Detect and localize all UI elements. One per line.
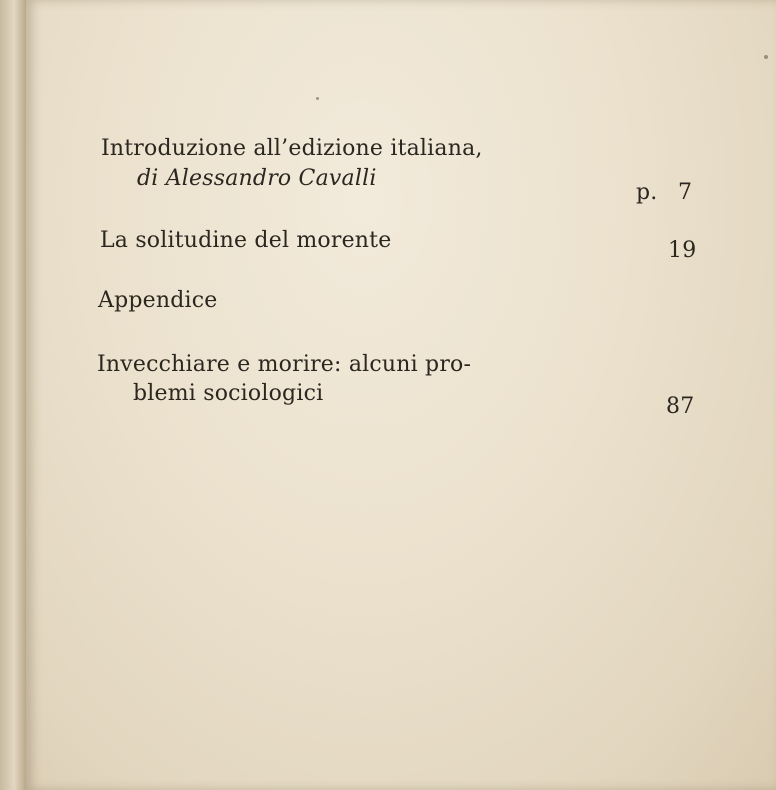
toc-entry-4-page-number: 87 [666, 394, 695, 419]
toc-entry-1-title-line1: Introduzione all’edizione italiana, [101, 136, 483, 161]
toc-entry-2-page-number: 19 [668, 238, 697, 263]
book-page [26, 0, 776, 790]
toc-entry-2-title: La solitudine del morente [100, 228, 392, 253]
toc-entry-1-page-number: 7 [678, 180, 693, 205]
toc-entry-4-title-line1: Invecchiare e morire: alcuni pro- [97, 352, 472, 377]
toc-entry-4-title-line2: blemi sociologici [133, 381, 324, 406]
book-spine-gutter [0, 0, 26, 790]
toc-entry-1-page-prefix: p. [636, 180, 658, 205]
table-of-contents [26, 0, 776, 790]
toc-entry-3-title: Appendice [98, 288, 218, 313]
toc-entry-1-author: di Alessandro Cavalli [137, 166, 377, 191]
